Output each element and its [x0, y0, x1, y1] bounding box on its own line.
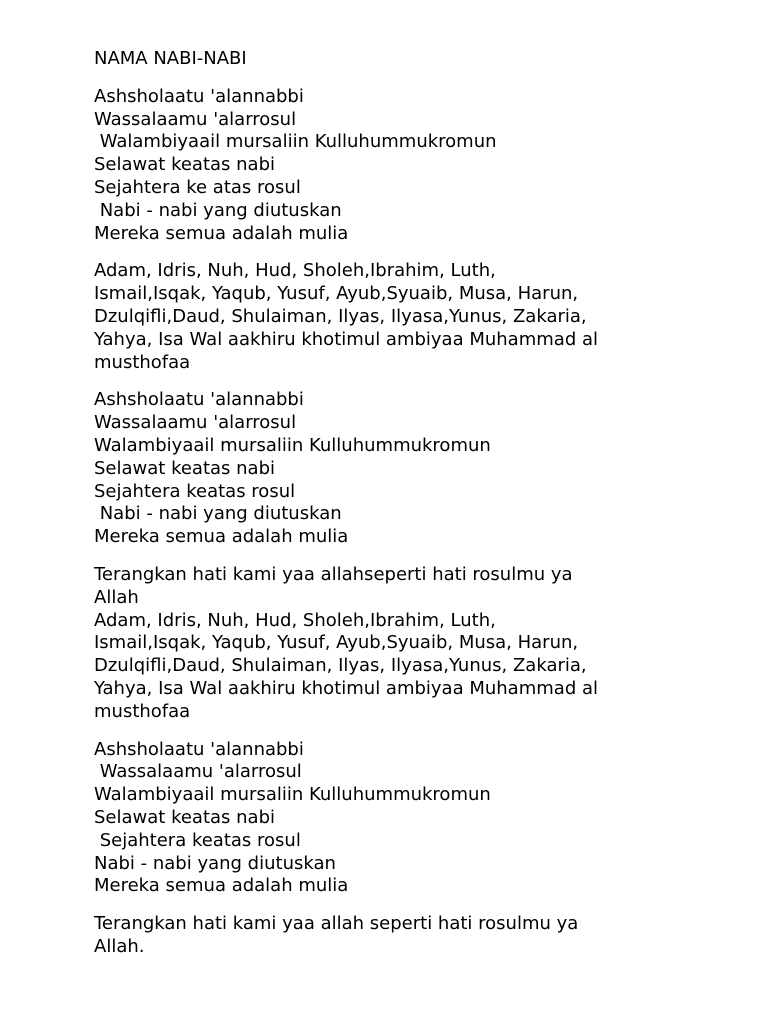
text-line: musthofaa — [94, 351, 191, 373]
text-line: Nabi - nabi yang diutuskan — [94, 852, 336, 874]
text-line: Allah. — [94, 935, 145, 957]
text-line: Ashsholaatu 'alannabbi — [94, 738, 304, 760]
paragraph-prophet-names-1 — [94, 260, 734, 374]
text-line: Wassalaamu 'alarrosul — [94, 761, 302, 783]
paragraph-selawat-1 — [94, 86, 734, 246]
text-line: Wassalaamu 'alarrosul — [94, 108, 297, 130]
text-line: musthofaa — [94, 700, 191, 722]
text-line: Allah — [94, 586, 139, 608]
text-line: Ismail,Isqak, Yaqub, Yusuf, Ayub,Syuaib, Musa, Harun, — [94, 283, 579, 305]
text-line: Sejahtera keatas rosul — [94, 480, 296, 502]
text-line: Nabi - nabi yang diutuskan — [94, 199, 342, 221]
text-line: Adam, Idris, Nuh, Hud, Sholeh,Ibrahim, Luth, — [94, 609, 496, 631]
text-line: Terangkan hati kami yaa allah seperti hati rosulmu ya — [94, 913, 579, 935]
text-line: Yahya, Isa Wal aakhiru khotimul ambiyaa Muhammad al — [94, 328, 598, 350]
text-line: Mereka semua adalah mulia — [94, 875, 349, 897]
text-line: Ashsholaatu 'alannabbi — [94, 389, 304, 411]
text-line: Selawat keatas nabi — [94, 154, 276, 176]
text-line: Selawat keatas nabi — [94, 457, 276, 479]
text-line: Selawat keatas nabi — [94, 806, 276, 828]
text-line: Adam, Idris, Nuh, Hud, Sholeh,Ibrahim, Luth, — [94, 260, 496, 282]
paragraph-selawat-3 — [94, 739, 734, 899]
text-line: Mereka semua adalah mulia — [94, 222, 349, 244]
text-line: Wassalaamu 'alarrosul — [94, 412, 297, 434]
text-line: Walambiyaail mursaliin Kulluhummukromun — [94, 434, 491, 456]
paragraph-selawat-2 — [94, 389, 734, 549]
text-line: Ashsholaatu 'alannabbi — [94, 85, 304, 107]
text-line: Mereka semua adalah mulia — [94, 526, 349, 548]
paragraph-prayer-and-names — [94, 564, 734, 724]
text-line: Sejahtera keatas rosul — [94, 829, 301, 851]
text-line: Terangkan hati kami yaa allahseperti hati rosulmu ya — [94, 563, 573, 585]
text-line: Yahya, Isa Wal aakhiru khotimul ambiyaa Muhammad al — [94, 677, 598, 699]
document-page — [94, 48, 734, 974]
text-line: Walambiyaail mursaliin Kulluhummukromun — [94, 131, 497, 153]
text-line: Dzulqifli,Daud, Shulaiman, Ilyas, Ilyasa,Yunus, Zakaria, — [94, 655, 587, 677]
text-line: Ismail,Isqak, Yaqub, Yusuf, Ayub,Syuaib, Musa, Harun, — [94, 632, 579, 654]
document-title: NAMA NABI-NABI — [94, 48, 247, 69]
text-line: Walambiyaail mursaliin Kulluhummukromun — [94, 784, 491, 806]
text-line: Sejahtera ke atas rosul — [94, 176, 301, 198]
text-line: Dzulqifli,Daud, Shulaiman, Ilyas, Ilyasa,Yunus, Zakaria, — [94, 305, 587, 327]
text-line: Nabi - nabi yang diutuskan — [94, 503, 342, 525]
paragraph-closing-prayer — [94, 913, 734, 959]
